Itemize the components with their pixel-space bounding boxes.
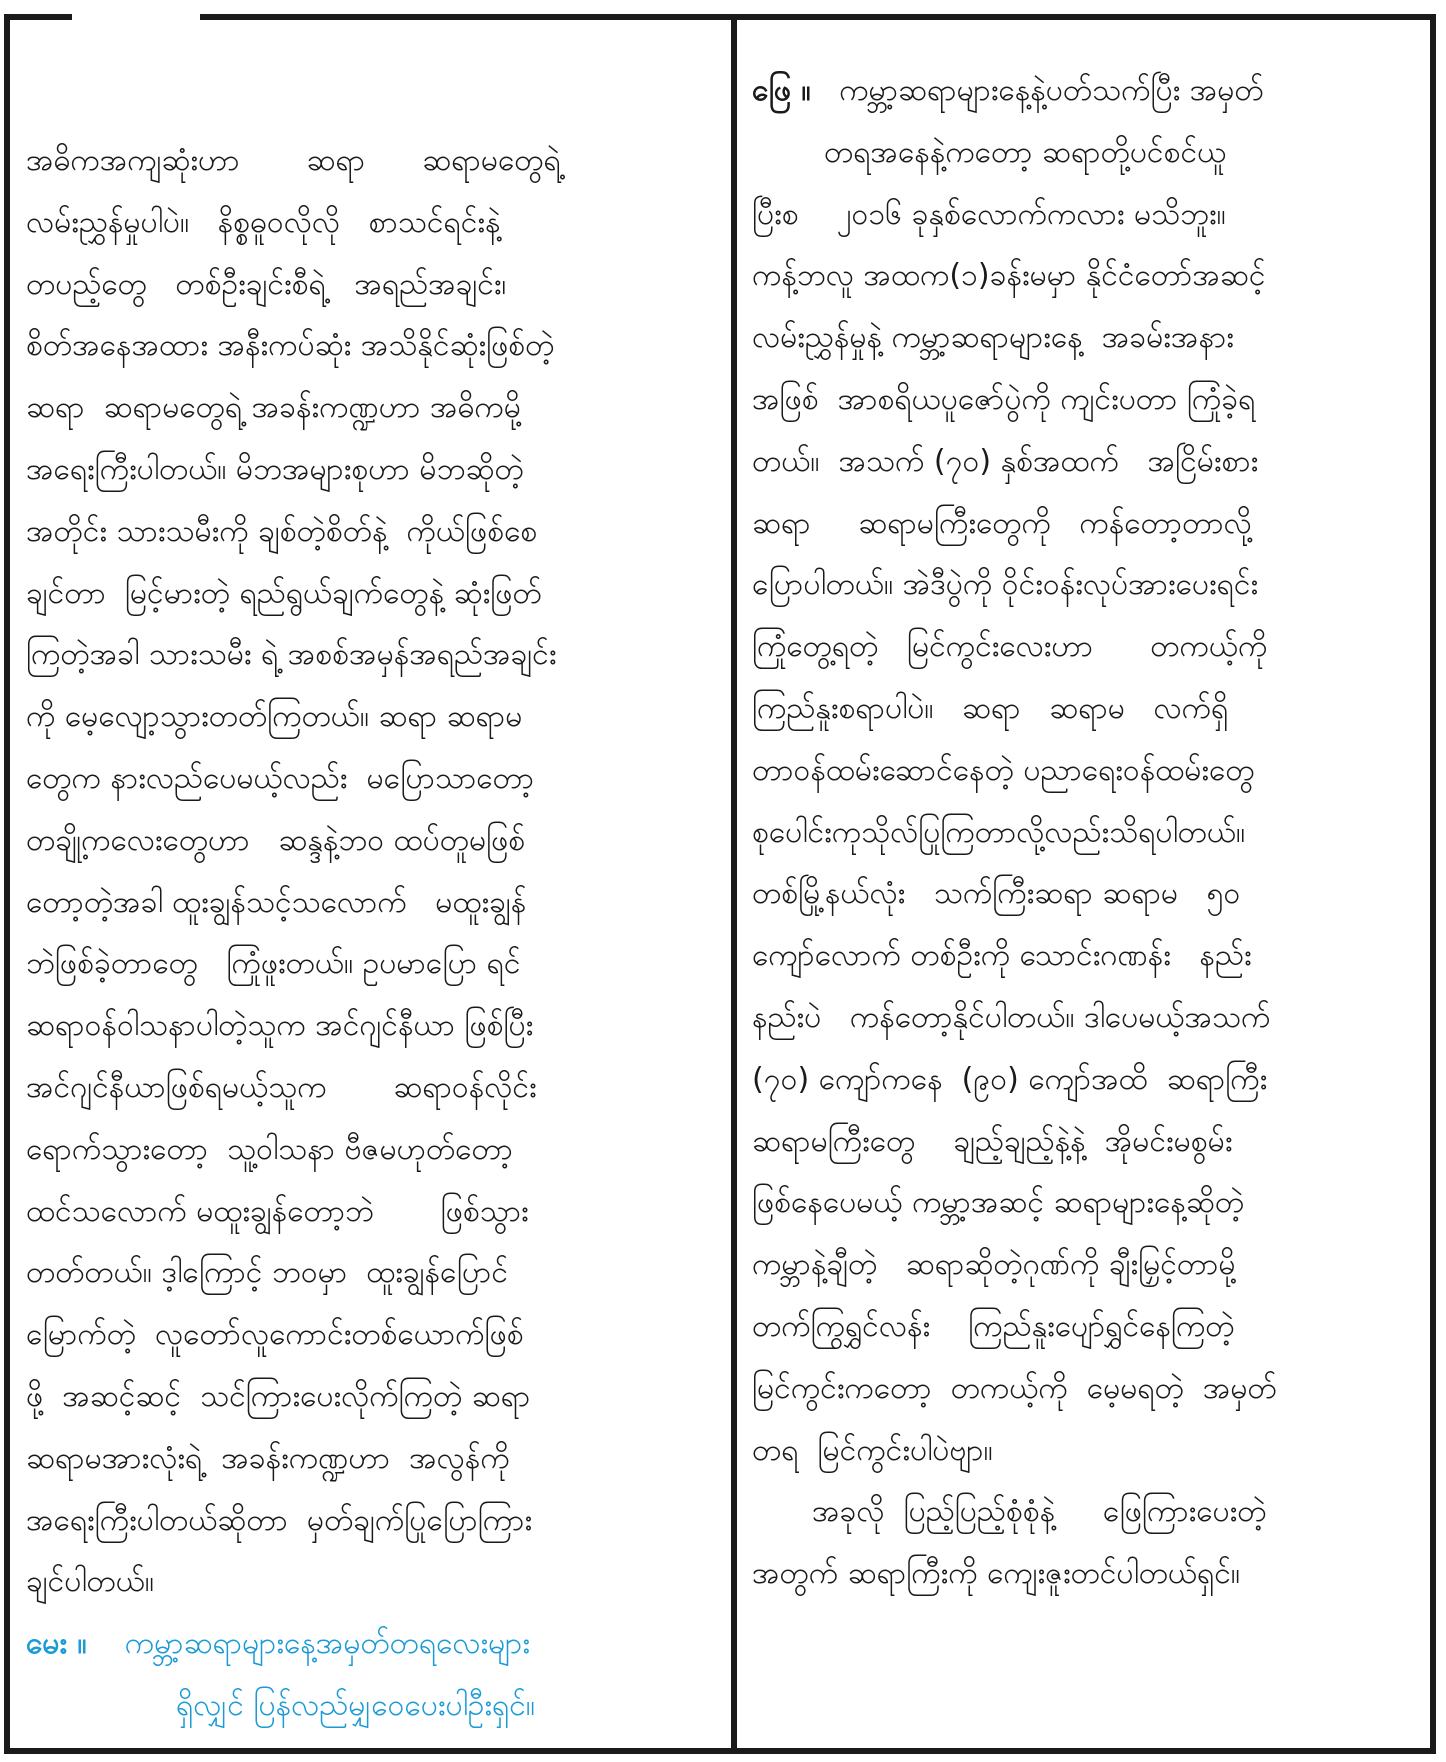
text-line: မြောက်တဲ့ လူတော်လူကောင်းတစ်ယောက်ဖြစ် — [26, 1317, 524, 1353]
text-line: ကို မေ့လျော့သွားတတ်ကြတယ်။ ဆရာ ဆရာမ — [26, 699, 523, 735]
text-line: ကြတဲ့အခါ သားသမီး ရဲ့ အစစ်အမှန်အရည်အချင်း — [26, 637, 557, 673]
text-line: စိတ်အနေအထား အနီးကပ်ဆုံး အသိနိုင်ဆုံးဖြစ်တဲ့ — [26, 328, 555, 364]
text-line: အခုလို ပြည့်ပြည့်စုံစုံနဲ့ ဖြေကြားပေးတဲ့ — [812, 1494, 1267, 1530]
answer-label: ဖြေ ။ — [752, 73, 811, 108]
text-line: အင်ဂျင်နီယာဖြစ်ရမယ့်သူက ဆရာဝန်လိုင်း — [26, 1069, 537, 1105]
text-line: ပြောပါတယ်။ အဲဒီပွဲကို ဝိုင်းဝန်းလုပ်အားပေးရင်း — [752, 567, 1259, 603]
question-text-1: ကမ္ဘာ့ဆရာများနေ့အမှတ်တရလေးများ — [124, 1626, 530, 1662]
text-line: ဖို့ အဆင့်ဆင့် သင်ကြားပေးလိုက်ကြတဲ့ ဆရာ — [26, 1378, 531, 1414]
text-line: တပည့်တွေ တစ်ဦးချင်းစီရဲ့ အရည်အချင်း၊ — [26, 266, 507, 302]
text-line: ထင်သလောက် မထူးချွန်တော့ဘဲ ဖြစ်သွား — [26, 1193, 529, 1229]
text-line: တာဝန်ထမ်းဆောင်နေတဲ့ ပညာရေးဝန်ထမ်းတွေ — [752, 752, 1255, 788]
text-line: တယ်။ အသက် (၇၀) နှစ်အထက် အငြိမ်းစား — [752, 443, 1259, 479]
text-line: တော့တဲ့အခါ ထူးချွန်သင့်သလောက် မထူးချွန် — [26, 884, 527, 920]
column-divider — [731, 14, 737, 1754]
text-line: အဖြစ် အာစရိယပူဇော်ပွဲကို ကျင်းပတာ ကြုံခဲ့ရ — [752, 381, 1256, 417]
text-line: လမ်းညွှန်မှုပါပဲ။ နိစ္စဓူဝလိုလို စာသင်ရင်းနဲ့ — [26, 204, 501, 240]
question-label: မေး ။ — [26, 1626, 87, 1662]
text-line: အတိုင်း သားသမီးကို ချစ်တဲ့စိတ်နဲ့ ကိုယ်ဖြစ်စေ — [26, 513, 538, 549]
text-line: ဆရာဝန်ဝါသနာပါတဲ့သူက အင်ဂျင်နီယာ ဖြစ်ပြီး — [26, 1008, 534, 1044]
text-line: အဓိကအကျဆုံးဟာ ဆရာ ဆရာမတွေရဲ့ — [26, 143, 561, 178]
text-line: ကြုံတွေ့ရတဲ့ မြင်ကွင်းလေးဟာ တကယ့်ကို — [752, 629, 1268, 665]
text-line: ဆရာမကြီးတွေ ချည့်ချည့်နဲ့နဲ့ အိုမင်းမစွမ်း — [752, 1123, 1233, 1159]
text-line: ကြည်နူးစရာပါပဲ။ ဆရာ ဆရာမ လက်ရှိ — [752, 690, 1229, 726]
question-line-1 — [26, 1613, 716, 1675]
text-line: ချင်တာ မြင့်မားတဲ့ ရည်ရွယ်ချက်တွေနဲ့ ဆုံးဖြတ် — [26, 575, 542, 611]
right-column — [752, 60, 1414, 1605]
text-line: ဆရာ ဆရာမတွေရဲ့ အခန်းကဏ္ဍဟာ အဓိကမို့ — [26, 390, 521, 426]
text-line: (၇၀) ကျော်ကနေ (၉၀) ကျော်အထိ ဆရာကြီး — [752, 1061, 1268, 1097]
text-line: ကန့်ဘလူ အထက(၁)ခန်းမမှာ နိုင်ငံတော်အဆင့် — [752, 258, 1266, 294]
text-line: တွေက နားလည်ပေမယ့်လည်း မပြောသာတော့ — [26, 760, 535, 796]
text-line: တရအနေနဲ့ကတော့ ဆရာတို့ပင်စင်ယူ — [824, 134, 1227, 170]
text-line: တရ မြင်ကွင်းပါပဲဗျာ။ — [752, 1432, 993, 1468]
text-line: ဆရာ ဆရာမကြီးတွေကို ကန်တော့တာလို့ — [752, 505, 1252, 541]
text-line: နည်းပဲ ကန်တော့နိုင်ပါတယ်။ ဒါပေမယ့်အသက် — [752, 999, 1271, 1035]
text-line: ဖြစ်နေပေမယ့် ကမ္ဘာ့အဆင့် ဆရာများနေ့ဆိုတဲ့ — [752, 1185, 1245, 1221]
text-line: အရေးကြီးပါတယ်။ မိဘအများစုဟာ မိဘဆိုတဲ့ — [26, 451, 524, 487]
text-line: စုပေါင်းကုသိုလ်ပြုကြတာလို့လည်းသိရပါတယ်။ — [752, 814, 1246, 850]
answer-line-1 — [752, 60, 1414, 122]
text-line: တက်ကြွရွှင်လန်း ကြည်နူးပျော်ရွှင်နေကြတဲ့ — [752, 1308, 1235, 1344]
text-line: လမ်းညွှန်မှုနဲ့ ကမ္ဘာ့ဆရာများနေ့ အခမ်းအနား — [752, 320, 1234, 356]
text-line: ရောက်သွားတော့ သူ့ဝါသနာ ဗီဇမဟုတ်တော့ — [26, 1131, 514, 1167]
border-gap — [72, 0, 200, 26]
text-line: ဆရာမအားလုံးရဲ့ အခန်းကဏ္ဍဟာ အလွန်ကို — [26, 1440, 510, 1476]
question-line-2: ရှိလျှင် ပြန်လည်မျှဝေပေးပါဦးရှင်။ — [176, 1687, 535, 1723]
text-line: ကမ္ဘာနဲ့ချီတဲ့ ဆရာဆိုတဲ့ဂုဏ်ကို ချီးမြှင့်တာမို့ — [752, 1247, 1236, 1283]
text-line: တချို့ကလေးတွေဟာ ဆန္ဒနဲ့ဘဝ ထပ်တူမဖြစ် — [26, 822, 526, 858]
text-line: ပြီးစ ၂၀၁၆ ခုနှစ်လောက်ကလား မသိဘူး။ — [752, 196, 1226, 232]
text-line: အရေးကြီးပါတယ်ဆိုတာ မှတ်ချက်ပြုပြောကြား — [26, 1502, 533, 1538]
text-line: တတ်တယ်။ ဒ့ါကြောင့် ဘဝမှာ ထူးချွန်ပြောင် — [26, 1255, 509, 1291]
text-line: အတွက် ဆရာကြီးကို ကျေးဇူးတင်ပါတယ်ရှင်။ — [752, 1556, 1240, 1592]
answer-text-first: ကမ္ဘာ့ဆရာများနေ့နဲ့ပတ်သက်ပြီး အမှတ် — [810, 73, 1264, 108]
text-line: မြင်ကွင်းကတော့ တကယ့်ကို မေ့မရတဲ့ အမှတ် — [752, 1370, 1277, 1406]
text-line: တစ်မြို့နယ်လုံး သက်ကြီးဆရာ ဆရာမ ၅၀ — [752, 876, 1241, 912]
text-line: ဘဲဖြစ်ခဲ့တာတွေ ကြုံဖူးတယ်။ ဥပမာပြော ရင် — [26, 946, 521, 982]
left-column — [26, 60, 716, 1737]
text-line: ကျော်လောက် တစ်ဦးကို သောင်းဂဏန်း နည်း — [752, 938, 1252, 974]
text-line: ချင်ပါတယ်။ — [26, 1564, 154, 1600]
